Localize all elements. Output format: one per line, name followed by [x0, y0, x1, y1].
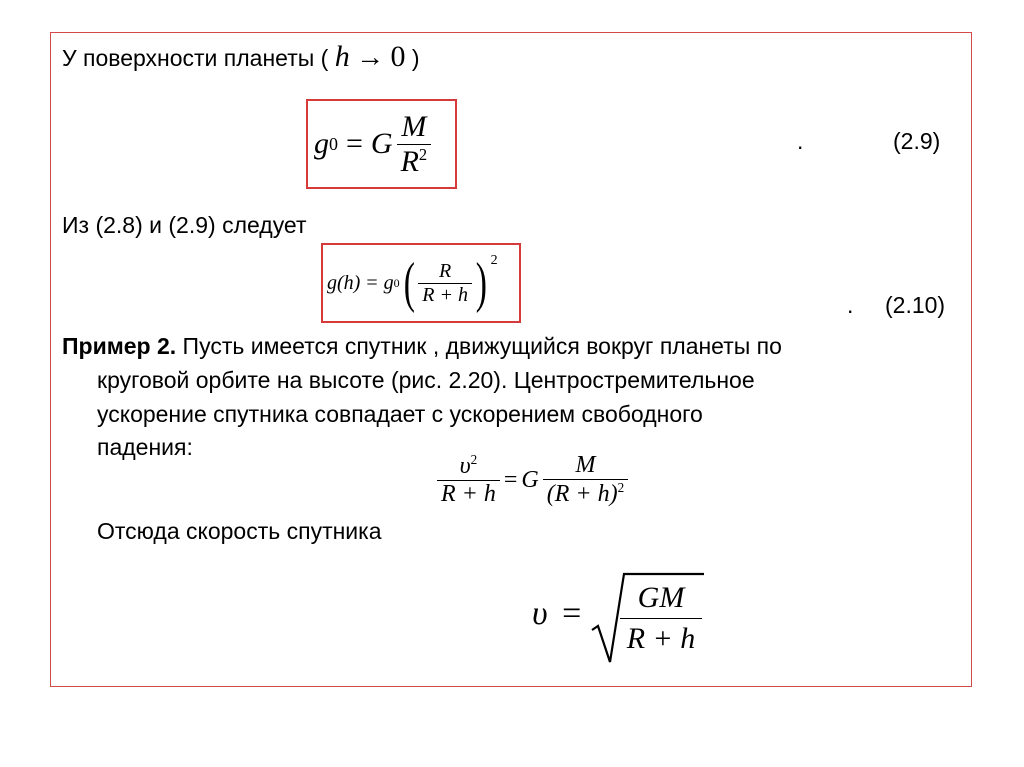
eq2-fraction: [418, 260, 472, 307]
eq3-left-numerator: [456, 452, 482, 480]
eq3-right-den-text: (R + h): [546, 481, 618, 507]
eq2-equals: =: [366, 271, 378, 294]
eq1-fraction: [397, 110, 432, 179]
eq1-equals: =: [346, 127, 363, 160]
eq3-right-denominator: [543, 479, 628, 508]
equation-2-9: [314, 104, 431, 184]
example-line-1: [62, 331, 782, 361]
eq2-right-paren: ): [475, 252, 487, 314]
eq1-sub: 0: [329, 133, 338, 154]
example-line-3: ускорение спутника совпадает с ускорением свободного: [97, 401, 703, 427]
eq3-equals: =: [503, 466, 518, 493]
eq4-upsilon: υ: [532, 595, 548, 632]
example-line-2: круговой орбите на высоте (рис. 2.20). Центростремительное: [97, 367, 755, 393]
arrow-symbol: →: [356, 42, 385, 73]
eq3-exp: 2: [470, 452, 478, 467]
eq2-exp: 2: [490, 253, 498, 268]
eq2-label: (2.10): [885, 292, 946, 318]
eq2-numerator: R: [439, 259, 452, 282]
eq1-g: g: [314, 127, 329, 160]
eq3-left-fraction: [437, 452, 500, 508]
eq4-lhs: [532, 595, 581, 633]
eq3-upsilon: υ: [459, 453, 471, 479]
eq2-sub: 0: [393, 275, 400, 290]
eq4-denominator: R + h: [620, 618, 702, 659]
surface-line: [62, 42, 420, 73]
eq3-right-numerator: M: [575, 452, 596, 478]
eq2-dot: .: [847, 292, 854, 318]
from-line: Из (2.8) и (2.9) следует: [62, 212, 307, 238]
zero-symbol: 0: [390, 40, 406, 73]
example-line-4: падения:: [97, 434, 193, 460]
eq4-fraction: [618, 578, 704, 659]
eq2-left-paren: (: [403, 252, 415, 314]
eq1-G: G: [370, 127, 393, 160]
equation-2-10: [327, 247, 498, 319]
speed-line: Отсюда скорость спутника: [97, 518, 382, 544]
eq1-label: (2.9): [893, 128, 941, 154]
eq3-left-denominator: R + h: [437, 480, 500, 508]
eq1-dot: .: [797, 128, 804, 154]
eq2-denominator: R + h: [418, 283, 472, 307]
eq1-denominator: [397, 144, 432, 179]
surface-close-paren: ): [411, 45, 420, 71]
eq1-R: R: [400, 144, 419, 178]
example-line-1-text: Пусть имеется спутник , движущийся вокруг планеты по: [176, 333, 782, 359]
eq3-right-exp: 2: [617, 480, 625, 495]
eq4-numerator: GM: [637, 581, 685, 614]
h-symbol: h: [334, 40, 350, 73]
eq3-G: G: [521, 466, 539, 493]
eq4-equals: =: [562, 595, 582, 632]
eq3-right-fraction: [543, 452, 628, 508]
eq2-g: g: [383, 271, 394, 294]
eq2-lhs: g(h): [327, 271, 361, 294]
surface-text: У поверхности планеты (: [62, 45, 329, 71]
equation-centripetal: [437, 440, 628, 520]
eq1-exp: 2: [418, 144, 428, 164]
example-bold: Пример 2.: [62, 333, 177, 359]
eq1-numerator: M: [401, 109, 427, 143]
